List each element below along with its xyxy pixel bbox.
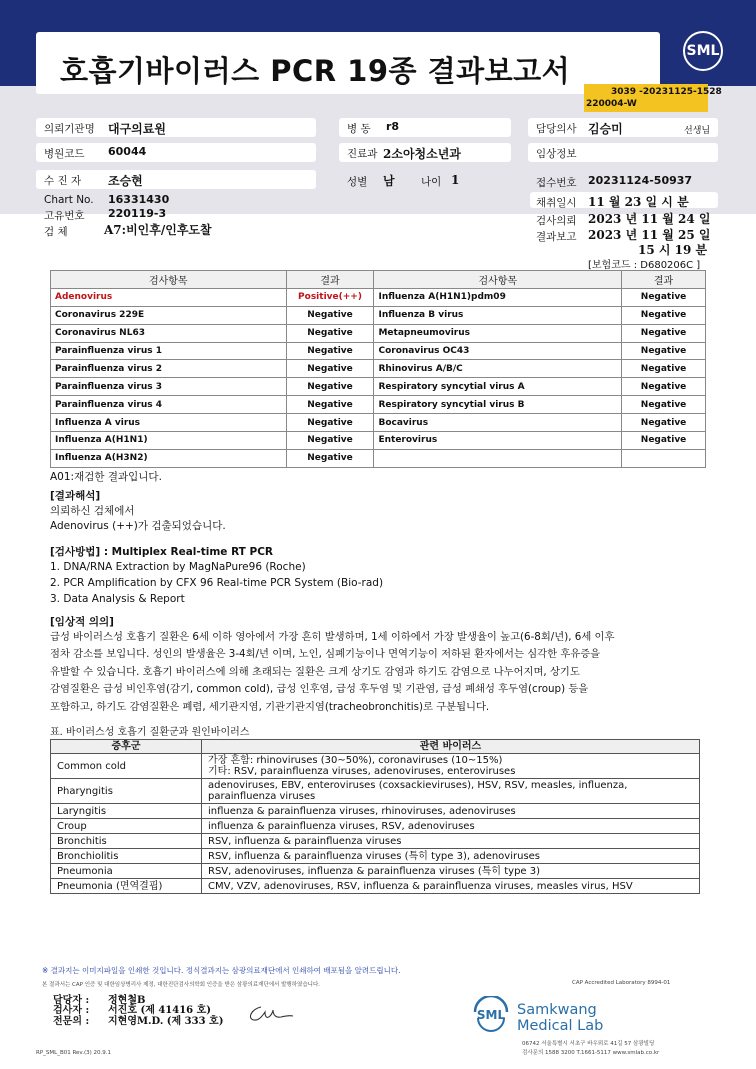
chart-label: Chart No. [44,194,94,206]
table-row [51,449,706,467]
virus-cell: CMV, VZV, adenoviruses, RSV, influenza & parainfluenza viruses, measles virus, HSV [202,879,700,894]
virus-cell: RSV, influenza & parainfluenza viruses (특히 type 3), adenoviruses [202,849,700,864]
hospital-code-label: 병원코드 [44,148,85,160]
virus-table-caption: 표. 바이러스성 호흡기 질환군과 원인바이러스 [50,727,250,738]
test-result: Negative [622,396,706,414]
clinical-paragraph [50,629,614,716]
age-label: 나이 [421,176,442,188]
table-row [51,324,706,342]
accreditation-note: 본 결과서는 CAP 인증 및 대한임상병리사 제정, 대한진단검사의학회 인증을 받은 삼광의료재단에서 발행하였습니다. [42,982,321,988]
retest-note: A01:재검한 결과입니다. [50,471,162,483]
table-row [51,819,700,834]
clinical-line: 감염질환은 급성 비인후염(감기, common cold), 급성 인후염, 급성 후두염 및 기관염, 급성 폐쇄성 후두염(croup) 등을 [50,683,589,696]
test-result: Negative [622,306,706,324]
syndrome-cell: Bronchiolitis [51,849,202,864]
test-name: Metapneumovirus [374,324,622,342]
syndrome-cell: Common cold [51,754,202,779]
test-result: Negative [622,324,706,342]
dept-label: 진료과 [347,148,378,160]
interpretation-line1: 의뢰하신 검체에서 [50,505,135,517]
interpretation-heading: [결과해석] [50,490,101,502]
clinical-line: 점차 감소를 보입니다. 성인의 발생율은 3-4회/년 이며, 노인, 심폐기능이나 면역기능이 저하된 환자에서는 심각한 후유증을 [50,648,601,661]
table-row [51,396,706,414]
tester-value: 서진호 (제 41416 호) [108,1005,211,1016]
sml-logo: SML [683,31,723,71]
syndrome-cell: Pharyngitis [51,779,202,804]
table-row [51,342,706,360]
test-result: Negative [622,360,706,378]
test-result: Negative [286,360,374,378]
results-table [50,270,706,468]
test-name: Adenovirus [51,288,287,306]
virus-table [50,739,700,894]
lab-name-line1: Samkwang [517,1002,597,1018]
clinical-heading: [임상적 의의] [50,616,114,628]
virus-cell [202,779,700,804]
results-header-row [51,271,706,289]
sml-footer-logo-text: SML [476,1008,506,1022]
test-name: Coronavirus OC43 [374,342,622,360]
table-row [51,804,700,819]
method-step-2: 2. PCR Amplification by CFX 96 Real-time PCR System (Bio-rad) [50,577,384,589]
specialist-value: 지현영M.D. (제 333 호) [108,1016,224,1027]
virus-line: parainfluenza viruses [208,791,316,802]
virus-cell: RSV, adenoviruses, influenza & parainfluenza viruses (특히 type 3) [202,864,700,879]
syndrome-cell: Bronchitis [51,834,202,849]
collect-value: 11 월 23 일 시 분 [588,195,689,209]
report-time: 15 시 19 분 [638,243,708,257]
unique-value: 220119-3 [108,207,167,220]
table-row [51,879,700,894]
test-result [622,449,706,467]
doctor-suffix: 선생님 [684,126,711,136]
table-row [51,378,706,396]
sex-label: 성별 [347,176,368,188]
syndrome-cell: Croup [51,819,202,834]
lab-name [517,1002,603,1034]
virus-cell: RSV, influenza & parainfluenza viruses [202,834,700,849]
test-name: Respiratory syncytial virus B [374,396,622,414]
ward-label: 병 동 [347,123,371,135]
institution-value: 대구의료원 [108,122,166,136]
test-name: Coronavirus NL63 [51,324,287,342]
test-name: Parainfluenza virus 1 [51,342,287,360]
method-step-1: 1. DNA/RNA Extraction by MagNaPure96 (Roche) [50,561,306,573]
hospital-code-value: 60044 [108,145,147,158]
test-result: Positive(++) [286,288,374,306]
signature-mark [245,1003,297,1025]
interpretation-line2: Adenovirus (++)가 검출되었습니다. [50,520,226,532]
test-name: Influenza A virus [51,414,287,432]
test-name: Enterovirus [374,432,622,450]
clinical-line: 급성 바이러스성 호흡기 질환은 6세 이하 영아에서 가장 흔히 발생하며, 1세 이하에서 가장 발생율이 높고(6-8회/년), 6세 이후 [50,631,615,643]
col-viruses: 관련 바이러스 [202,740,700,754]
test-result: Negative [622,414,706,432]
test-name: Influenza A(H1N1)pdm09 [374,288,622,306]
virus-cell [202,754,700,779]
clinical-info-label: 임상정보 [536,148,577,160]
ward-value: r8 [386,120,400,133]
test-result: Negative [286,342,374,360]
sml-footer-logo [470,996,512,1032]
test-name: Rhinovirus A/B/C [374,360,622,378]
table-row [51,864,700,879]
method-step-3: 3. Data Analysis & Report [50,593,185,605]
virus-line: 가장 흔함: rhinoviruses (30~50%), coronaviruses (10~15%) [208,755,503,766]
institution-label: 의뢰기관명 [44,123,95,135]
col-test-item: 검사항목 [374,271,622,289]
virus-header-row [51,740,700,754]
test-result: Negative [286,378,374,396]
test-name: Influenza A(H3N2) [51,449,287,467]
unique-label: 고유번호 [44,210,85,222]
syndrome-cell: Pneumonia (면역결핍) [51,879,202,894]
test-name: Influenza B virus [374,306,622,324]
specimen-value: A7:비인후/인후도찰 [104,223,212,237]
col-test-item: 검사항목 [51,271,287,289]
virus-cell: influenza & parainfluenza viruses, RSV, adenoviruses [202,819,700,834]
lab-address: 06742 서울특별시 서초구 바우뫼로 41길 57 삼광빌딩 [522,1041,655,1047]
doctor-value: 김승미 [588,122,623,136]
print-notice: ※ 결과지는 이미지파일을 인쇄한 것입니다. 정식결과지는 삼광의료재단에서 인쇄하여 배포됨을 알려드립니다. [42,966,401,975]
test-name: Bocavirus [374,414,622,432]
chart-value: 16331430 [108,193,170,206]
report-label: 결과보고 [536,231,577,243]
virus-line: adenoviruses, EBV, enteroviruses (coxsackieviruses), HSV, RSV, measles, influenza, [208,780,628,791]
test-result: Negative [286,449,374,467]
table-row [51,834,700,849]
doctor-label: 담당의사 [536,123,577,135]
dept-value: 2소아청소년과 [383,147,461,161]
syndrome-cell: Laryngitis [51,804,202,819]
test-result: Negative [286,396,374,414]
receipt-value: 20231124-50937 [588,174,693,187]
test-name: Parainfluenza virus 2 [51,360,287,378]
test-result: Negative [622,432,706,450]
age-value: 1 [451,173,460,187]
table-row [51,754,700,779]
col-syndrome: 증후군 [51,740,202,754]
table-row [51,360,706,378]
report-id-line2: 220004-W [586,99,637,109]
syndrome-cell: Pneumonia [51,864,202,879]
test-name: Influenza A(H1N1) [51,432,287,450]
collect-label: 채취일시 [536,197,577,209]
request-value: 2023 년 11 월 24 일 [588,212,711,226]
form-number: RP_SML_B01 Rev.(3) 20.9.1 [36,1050,112,1056]
test-result: Negative [622,342,706,360]
col-result: 결과 [286,271,374,289]
manager-label: 담당자 : [53,995,90,1006]
receipt-label: 접수번호 [536,177,577,189]
sex-value: 남 [383,174,395,188]
test-result: Negative [286,414,374,432]
test-result: Negative [622,378,706,396]
virus-cell: influenza & parainfluenza viruses, rhinoviruses, adenoviruses [202,804,700,819]
table-row [51,288,706,306]
test-name: Parainfluenza virus 3 [51,378,287,396]
virus-line: 기타: RSV, parainfluenza viruses, adenoviruses, enteroviruses [208,766,516,777]
tester-label: 검사자 : [53,1005,90,1016]
clinical-line: 포함하고, 하기도 감염질환은 폐렴, 세기관지염, 기관기관지염(tracheobronchitis)로 구분됩니다. [50,700,490,713]
table-row [51,306,706,324]
test-result: Negative [286,432,374,450]
test-result: Negative [286,324,374,342]
report-title: 호흡기바이러스 PCR 19종 결과보고서 [60,54,571,88]
insurance-code: [보험코드 : D680206C ] [588,260,701,271]
patient-label: 수 진 자 [44,175,82,187]
report-id [584,84,722,112]
report-value: 2023 년 11 월 25 일 [588,228,711,242]
lab-name-line2: Medical Lab [517,1018,604,1034]
specialist-label: 전문의 : [53,1016,90,1027]
test-result: Negative [622,288,706,306]
cap-note: CAP Accredited Laboratory 8994-01 [572,980,671,986]
specimen-label: 검 체 [44,226,68,238]
request-label: 검사의뢰 [536,215,577,227]
col-result: 결과 [622,271,706,289]
test-result: Negative [286,306,374,324]
test-name: Respiratory syncytial virus A [374,378,622,396]
report-id-line1: 3039 -20231125-1528 [611,87,722,97]
test-name [374,449,622,467]
patient-value: 조승현 [108,174,143,188]
clinical-line: 유발할 수 있습니다. 호흡기 바이러스에 의해 초래되는 질환은 크게 상기도 감염과 하기도 감염으로 나누어지며, 상기도 [50,665,580,678]
table-row [51,432,706,450]
manager-value: 정현철B [108,995,146,1006]
table-row [51,779,700,804]
test-name: Parainfluenza virus 4 [51,396,287,414]
table-row [51,414,706,432]
table-row [51,849,700,864]
test-name: Coronavirus 229E [51,306,287,324]
lab-contact: 검사문의 1588 3200 T.1661-5117 www.smlab.co.kr [522,1050,660,1056]
method-heading: [검사방법] : Multiplex Real-time RT PCR [50,546,273,558]
